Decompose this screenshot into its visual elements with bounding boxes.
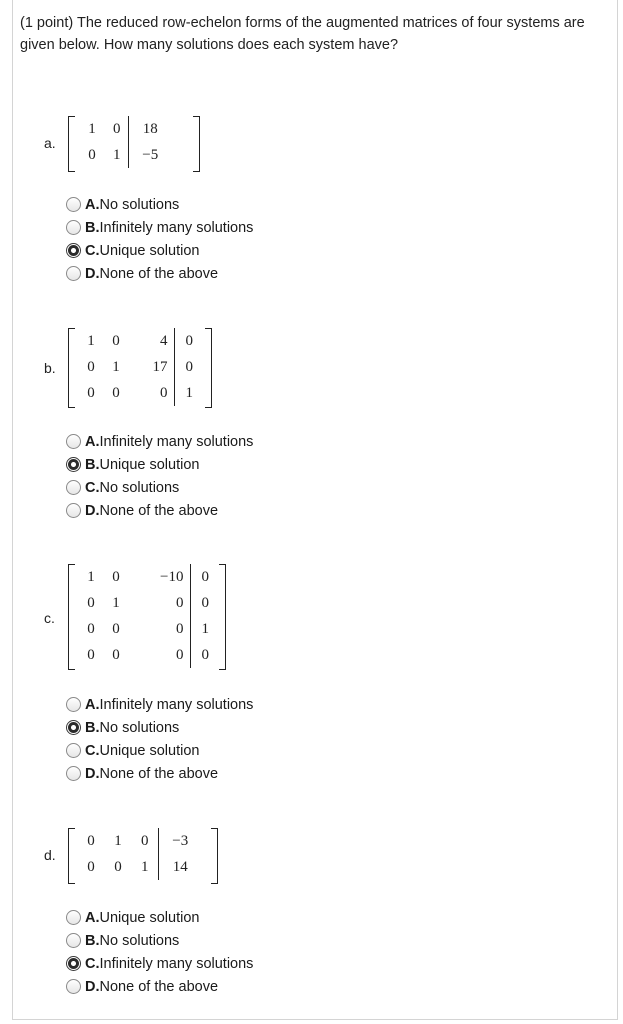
matrix-cell: 0 [141, 832, 149, 849]
matrix-table [78, 564, 220, 668]
options-a [66, 193, 253, 285]
matrix-cell: 0 [160, 384, 168, 401]
left-bracket [68, 828, 75, 884]
radio-button-selected[interactable] [66, 956, 81, 971]
option-b-C[interactable]: C. No solutions [66, 476, 253, 499]
problem-label-b: b. [44, 360, 56, 376]
matrix-cell: 17 [152, 358, 168, 375]
matrix-table [78, 828, 202, 880]
problem-label-a: a. [44, 135, 56, 151]
matrix-cell: 0 [87, 594, 95, 611]
right-bracket [219, 564, 226, 670]
option-b-B[interactable]: B. Unique solution [66, 453, 253, 476]
matrix-cell: 0 [87, 858, 95, 875]
option-c-D[interactable]: D. None of the above [66, 762, 253, 785]
matrix-cell: 18 [128, 116, 172, 142]
matrix-cell: −3 [158, 828, 202, 854]
radio-button[interactable] [66, 743, 81, 758]
matrix-row [78, 590, 220, 616]
matrix-cell: 0 [114, 858, 122, 875]
option-d-A[interactable]: A. Unique solution [66, 906, 253, 929]
matrix-cell: −5 [128, 142, 172, 168]
matrix-row [78, 616, 220, 642]
options-b [66, 430, 253, 522]
matrix-cell: 0 [190, 642, 220, 668]
matrix-cell: 0 [112, 568, 120, 585]
option-d-C[interactable]: C. Infinitely many solutions [66, 952, 253, 975]
matrix-cell: 0 [112, 384, 120, 401]
option-d-B[interactable]: B. No solutions [66, 929, 253, 952]
radio-button[interactable] [66, 503, 81, 518]
matrix-cell: 14 [158, 854, 202, 880]
matrix-cell: 1 [174, 380, 204, 406]
matrix-cell: 0 [87, 384, 95, 401]
matrix-a [68, 116, 200, 172]
matrix-row [78, 564, 220, 590]
matrix-cell: 0 [190, 564, 220, 590]
matrix-row [78, 380, 204, 406]
matrix-cell: 0 [87, 358, 95, 375]
radio-button-selected[interactable] [66, 720, 81, 735]
radio-button[interactable] [66, 697, 81, 712]
matrix-cell: 0 [174, 354, 204, 380]
matrix-table [78, 328, 204, 406]
radio-button-selected[interactable] [66, 243, 81, 258]
option-a-D[interactable]: D. None of the above [66, 262, 253, 285]
matrix-cell: 1 [113, 146, 121, 163]
radio-button[interactable] [66, 197, 81, 212]
radio-button[interactable] [66, 220, 81, 235]
radio-button-selected[interactable] [66, 457, 81, 472]
matrix-cell: 0 [87, 832, 95, 849]
radio-button[interactable] [66, 434, 81, 449]
matrix-cell: 0 [112, 620, 120, 637]
matrix-cell: −10 [160, 568, 184, 585]
options-c [66, 693, 253, 785]
radio-button[interactable] [66, 933, 81, 948]
matrix-cell: 1 [87, 568, 95, 585]
matrix-row [78, 854, 202, 880]
option-b-A[interactable]: A. Infinitely many solutions [66, 430, 253, 453]
problem-label-d: d. [44, 847, 56, 863]
matrix-cell: 0 [176, 646, 184, 663]
options-d [66, 906, 253, 998]
matrix-row [78, 828, 202, 854]
problem-label-c: c. [44, 610, 55, 626]
radio-button[interactable] [66, 766, 81, 781]
left-bracket [68, 328, 75, 408]
matrix-row [78, 328, 204, 354]
left-bracket [68, 564, 75, 670]
matrix-cell: 1 [112, 594, 120, 611]
option-c-A[interactable]: A. Infinitely many solutions [66, 693, 253, 716]
question-prompt: (1 point) The reduced row-echelon forms of the augmented matrices of four systems are given below. How many solutions does each system have? [20, 15, 585, 53]
right-bracket [211, 828, 218, 884]
right-bracket [205, 328, 212, 408]
matrix-cell: 0 [112, 646, 120, 663]
matrix-cell: 0 [87, 620, 95, 637]
matrix-cell: 1 [87, 332, 95, 349]
matrix-cell: 0 [87, 646, 95, 663]
matrix-cell: 0 [174, 328, 204, 354]
option-c-C[interactable]: C. Unique solution [66, 739, 253, 762]
left-bracket [68, 116, 75, 172]
radio-button[interactable] [66, 480, 81, 495]
matrix-table [78, 116, 172, 168]
matrix-cell: 1 [88, 120, 96, 137]
matrix-row [78, 142, 172, 168]
matrix-cell: 1 [114, 832, 122, 849]
matrix-cell: 1 [112, 358, 120, 375]
matrix-row [78, 354, 204, 380]
matrix-cell: 0 [176, 594, 184, 611]
matrix-b [68, 328, 212, 408]
matrix-cell: 0 [88, 146, 96, 163]
option-a-B[interactable]: B. Infinitely many solutions [66, 216, 253, 239]
option-b-D[interactable]: D. None of the above [66, 499, 253, 522]
matrix-cell: 0 [176, 620, 184, 637]
radio-button[interactable] [66, 979, 81, 994]
matrix-cell: 1 [190, 616, 220, 642]
option-c-B[interactable]: B. No solutions [66, 716, 253, 739]
right-bracket [193, 116, 200, 172]
matrix-cell: 4 [160, 332, 168, 349]
matrix-row [78, 642, 220, 668]
matrix-c [68, 564, 226, 670]
matrix-cell: 1 [141, 858, 149, 875]
radio-button[interactable] [66, 910, 81, 925]
matrix-cell: 0 [190, 590, 220, 616]
matrix-d [68, 828, 218, 884]
matrix-cell: 0 [112, 332, 120, 349]
radio-button[interactable] [66, 266, 81, 281]
option-a-A[interactable]: A. No solutions [66, 193, 253, 216]
option-d-D[interactable]: D. None of the above [66, 975, 253, 998]
matrix-cell: 0 [113, 120, 121, 137]
option-a-C[interactable]: C. Unique solution [66, 239, 253, 262]
matrix-row [78, 116, 172, 142]
